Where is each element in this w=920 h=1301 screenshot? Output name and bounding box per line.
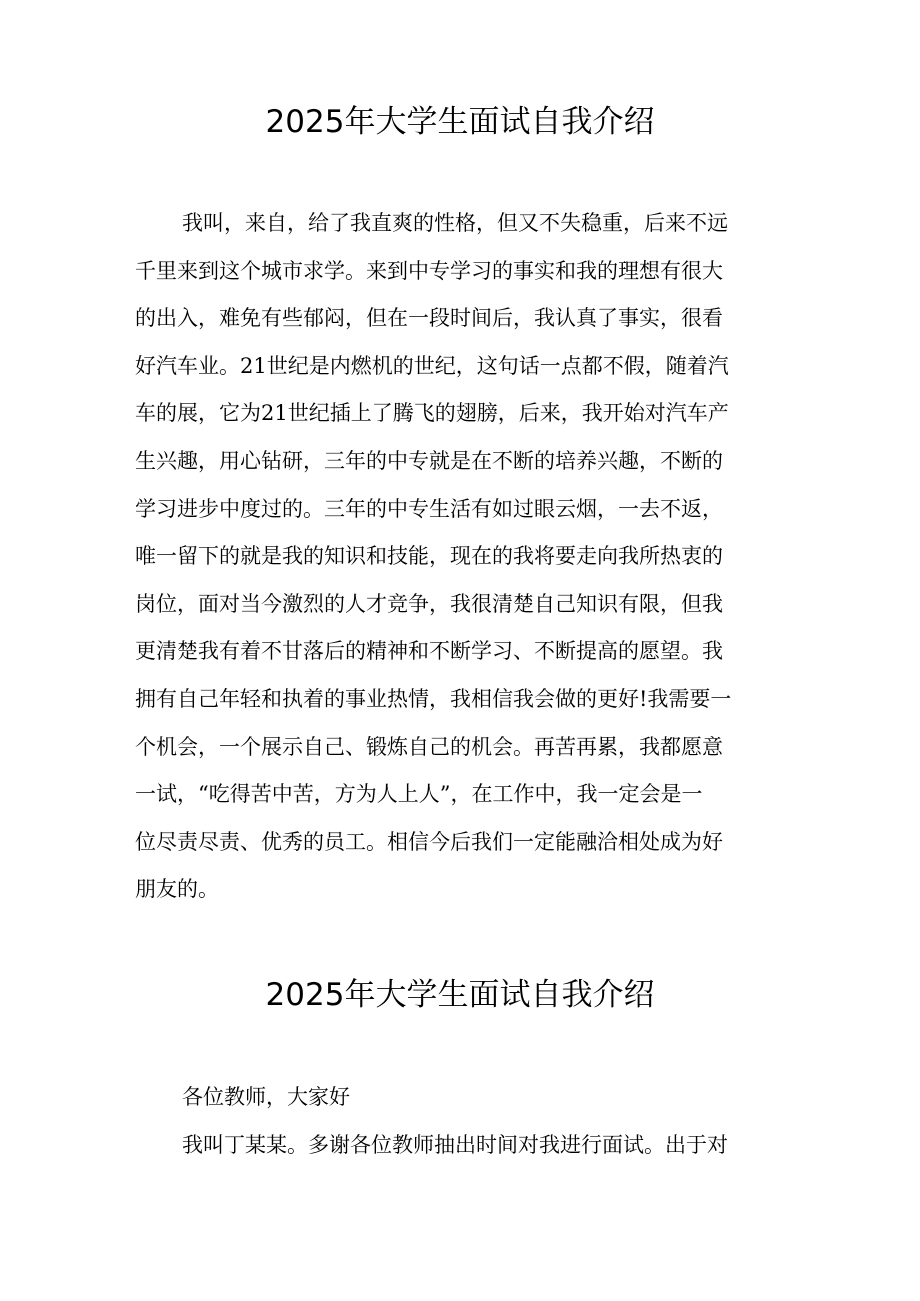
section-1-title: 2025年大学生面试自我介绍 <box>265 104 655 140</box>
paragraph-line: 个机会，一个展示自己、锻炼自己的机会。再苦再累，我都愿意 <box>135 734 723 759</box>
paragraph-line: 的出入，难免有些郁闷，但在一段时间后，我认真了事实，很看 <box>135 306 723 331</box>
paragraph-line: 唯一留下的就是我的知识和技能，现在的我将要走向我所热衷的 <box>135 544 723 569</box>
paragraph-line: 生兴趣，用心钻研，三年的中专就是在不断的培养兴趣，不断的 <box>135 448 723 473</box>
paragraph-line: 车的展，它为21世纪插上了腾飞的翅膀，后来，我开始对汽车产 <box>135 401 729 426</box>
paragraph-line: 好汽车业。21世纪是内燃机的世纪，这句话一点都不假，随着汽 <box>135 353 729 378</box>
section-2-paragraph: 我叫丁某某。多谢各位教师抽出时间对我进行面试。出于对 <box>182 1133 728 1157</box>
paragraph-line: 学习进步中度过的。三年的中专生活有如过眼云烟，一去不返， <box>135 496 723 521</box>
section-2-title: 2025年大学生面试自我介绍 <box>265 977 655 1013</box>
paragraph-line: 位尽责尽责、优秀的员工。相信今后我们一定能融洽相处成为好 <box>135 829 723 854</box>
paragraph-line: 千里来到这个城市求学。来到中专学习的事实和我的理想有很大 <box>135 258 723 283</box>
paragraph-line: 岗位，面对当今激烈的人才竞争，我很清楚自己知识有限，但我 <box>135 591 723 616</box>
section-1-paragraph <box>135 200 795 914</box>
paragraph-line: 一试，“吃得苦中苦，方为人上人”，在工作中，我一定会是一 <box>135 782 703 807</box>
section-2-greeting: 各位教师，大家好 <box>182 1085 350 1109</box>
paragraph-line: 朋友的。 <box>135 877 219 902</box>
paragraph-line: 更清楚我有着不甘落后的精神和不断学习、不断提高的愿望。我 <box>135 639 723 664</box>
paragraph-line: 我叫，来自，给了我直爽的性格，但又不失稳重，后来不远 <box>182 211 728 235</box>
paragraph-line: 拥有自己年轻和执着的事业热情，我相信我会做的更好!我需要一 <box>135 686 732 711</box>
